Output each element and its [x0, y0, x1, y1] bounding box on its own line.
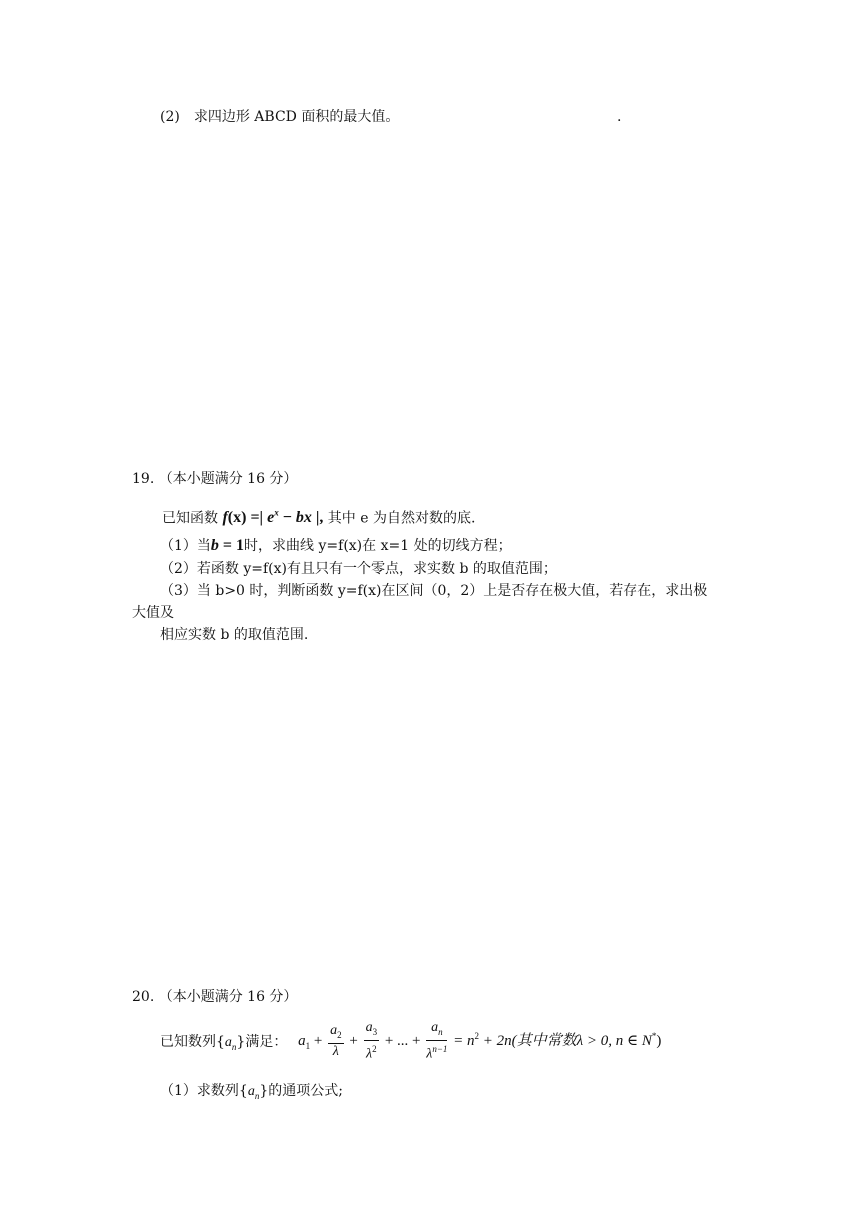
q20-f2-num-a: a — [365, 1020, 373, 1035]
q19-formula-eq: =| — [246, 509, 268, 527]
q20-f3-num-a: a — [431, 1020, 439, 1035]
q19-part2: （2）若函数 y=f(x)有且只有一个零点，求实数 b 的取值范围； — [160, 561, 557, 577]
q20-f2-den-sup: 2 — [372, 1043, 377, 1054]
q19-formula-bx: bx — [295, 509, 312, 527]
q20-f2-den: λ — [366, 1046, 373, 1062]
q20-intro-a: a — [224, 1034, 232, 1050]
q19-intro — [162, 502, 475, 529]
q19-formula-minus: − — [278, 509, 296, 527]
q20-fraction-3 — [426, 1020, 447, 1062]
q19-formula-exp: x — [274, 508, 279, 518]
q20-part1-post: }的通项公式; — [259, 1083, 343, 1099]
q20-header: 20. （本小题满分 16 分） — [132, 989, 298, 1005]
q19-part1-pre: （1）当 — [160, 538, 211, 554]
q19-part1-eq: = 1 — [218, 537, 245, 554]
q19-formula-f: f — [222, 509, 228, 527]
q20-intro-post: }满足： — [236, 1033, 288, 1050]
q19-part1 — [160, 537, 512, 555]
q19-formula — [222, 509, 323, 526]
q20-eq-a1-sub: 1 — [305, 1040, 311, 1051]
q19-formula-x: (x) — [227, 509, 247, 527]
q20-eq-plus-2: + — [345, 1032, 362, 1049]
q19-intro-pre: 已知函数 — [162, 510, 218, 527]
q20-f1-num-a: a — [330, 1022, 338, 1038]
q18-trailing-dot: . — [617, 109, 622, 125]
q18-part2-line — [160, 108, 399, 126]
q19-intro-post: 其中 e 为自然对数的底. — [327, 510, 476, 527]
q20-intro-n: n — [231, 1041, 237, 1052]
q18-part2-number: (2) — [160, 109, 180, 125]
q20-intro-text — [160, 1034, 287, 1050]
q20-part1 — [160, 1082, 343, 1105]
q19-part1-post: 时，求曲线 y=f(x)在 x=1 处的切线方程； — [244, 538, 512, 554]
q20-eq-a1: a — [298, 1032, 306, 1049]
q20-f3-num-sub: n — [438, 1026, 443, 1037]
q20-intro-pre: 已知数列{ — [160, 1033, 225, 1050]
q20-eq-rhs-mid: + 2n(其中常数 — [479, 1032, 577, 1049]
q19-formula-end: |, — [311, 509, 324, 527]
q20-eq-plus-1: + — [310, 1032, 327, 1049]
q20-fraction-2 — [364, 1020, 380, 1062]
q19-part1-cond — [211, 537, 244, 554]
q20-equation — [298, 1020, 662, 1062]
q20-eq-dots: + ... + — [381, 1032, 425, 1049]
q19-part3-line1: （3）当 b>0 时，判断函数 y=f(x)在区间（0，2）上是否存在极大值，若存在，求出极 — [160, 583, 708, 599]
q19-header: 19. （本小题满分 16 分） — [132, 471, 298, 487]
q20-part1-a: a — [247, 1084, 255, 1099]
q18-part2-text: 求四边形 ABCD 面积的最大值。 — [193, 109, 400, 125]
q19-formula-e: e — [267, 509, 275, 527]
q20-eq-cond: > 0, n ∈ N — [583, 1032, 652, 1049]
q20-fraction-1 — [328, 1023, 344, 1060]
q20-f3-den: λ — [426, 1046, 433, 1062]
q20-eq-rhs-pre: = n — [449, 1032, 475, 1049]
q20-eq-close: ) — [656, 1032, 662, 1049]
q19-part3-line3: 相应实数 b 的取值范围. — [160, 627, 309, 643]
q19-part1-b: b — [210, 537, 219, 554]
q20-f1-num-sub: 2 — [337, 1029, 342, 1040]
q20-part1-pre: （1）求数列{ — [160, 1083, 248, 1099]
q20-eq-rhs-sup: 2 — [474, 1030, 480, 1041]
q20-eq-lambda: λ — [576, 1032, 584, 1049]
q19-part3-line2: 大值及 — [132, 605, 174, 621]
q20-intro — [160, 1020, 661, 1062]
q20-eq-star: * — [651, 1030, 657, 1041]
q20-f3-den-sup: n−1 — [432, 1043, 448, 1054]
q20-f2-num-sub: 3 — [372, 1026, 378, 1037]
q20-f1-den: λ — [332, 1043, 339, 1059]
q20-part1-n: n — [254, 1090, 260, 1101]
